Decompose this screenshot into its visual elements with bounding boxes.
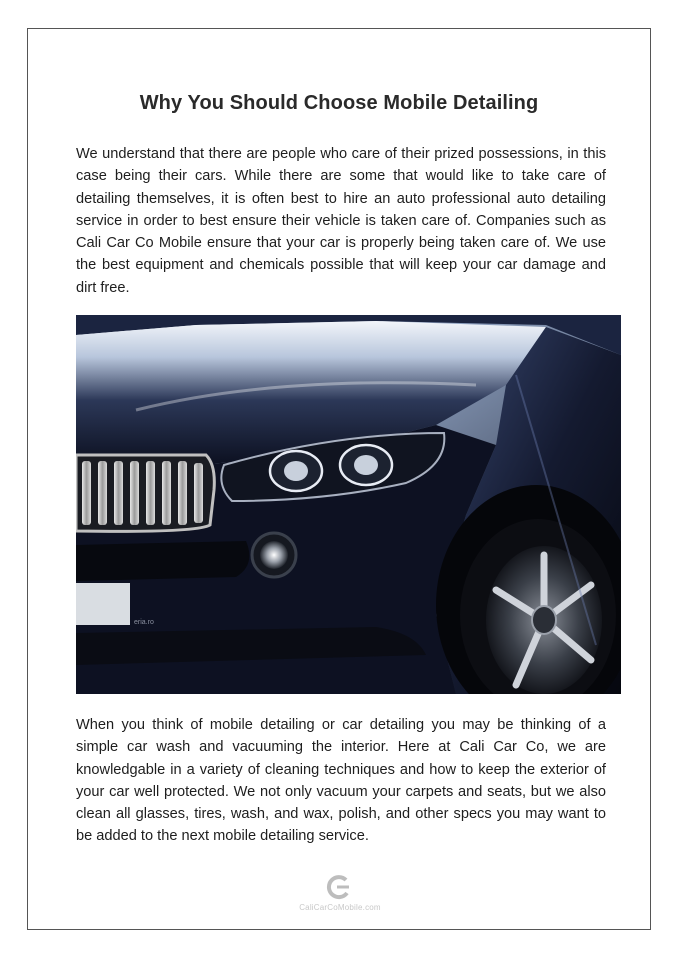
watermark bbox=[270, 874, 410, 912]
image-plate-text: eria.ro bbox=[134, 619, 154, 626]
watermark-text: CaliCarCoMobile.com bbox=[299, 903, 381, 912]
logo-icon bbox=[325, 874, 355, 900]
page-title: Why You Should Choose Mobile Detailing bbox=[139, 92, 539, 114]
intro-paragraph: We understand that there are people who care of their prized possessions, in this case being their cars. While there are some that would like to take care of detailing themselves, it is often best to hire an auto professional auto detailing service in order to best ensure their vehicle is taken care of. Companies such as Cali Car Co Mobile ensure that your car is properly being taken care of. We use the best equipment and chemicals possible that will keep your car damage and dirt free. bbox=[76, 146, 606, 296]
car-photo bbox=[76, 315, 621, 694]
services-paragraph: When you think of mobile detailing or car detailing you may be thinking of a simple car wash and vacuuming the interior. Here at Cali Car Co, we are knowledgable in a variety of cleaning techniques and how to keep the exterior of your car well protected. We not only vacuum your carpets and seats, but we also clean all glasses, tires, wash, and wax, polish, and other specs you may want to be added to the next mobile detailing service. bbox=[76, 717, 606, 845]
